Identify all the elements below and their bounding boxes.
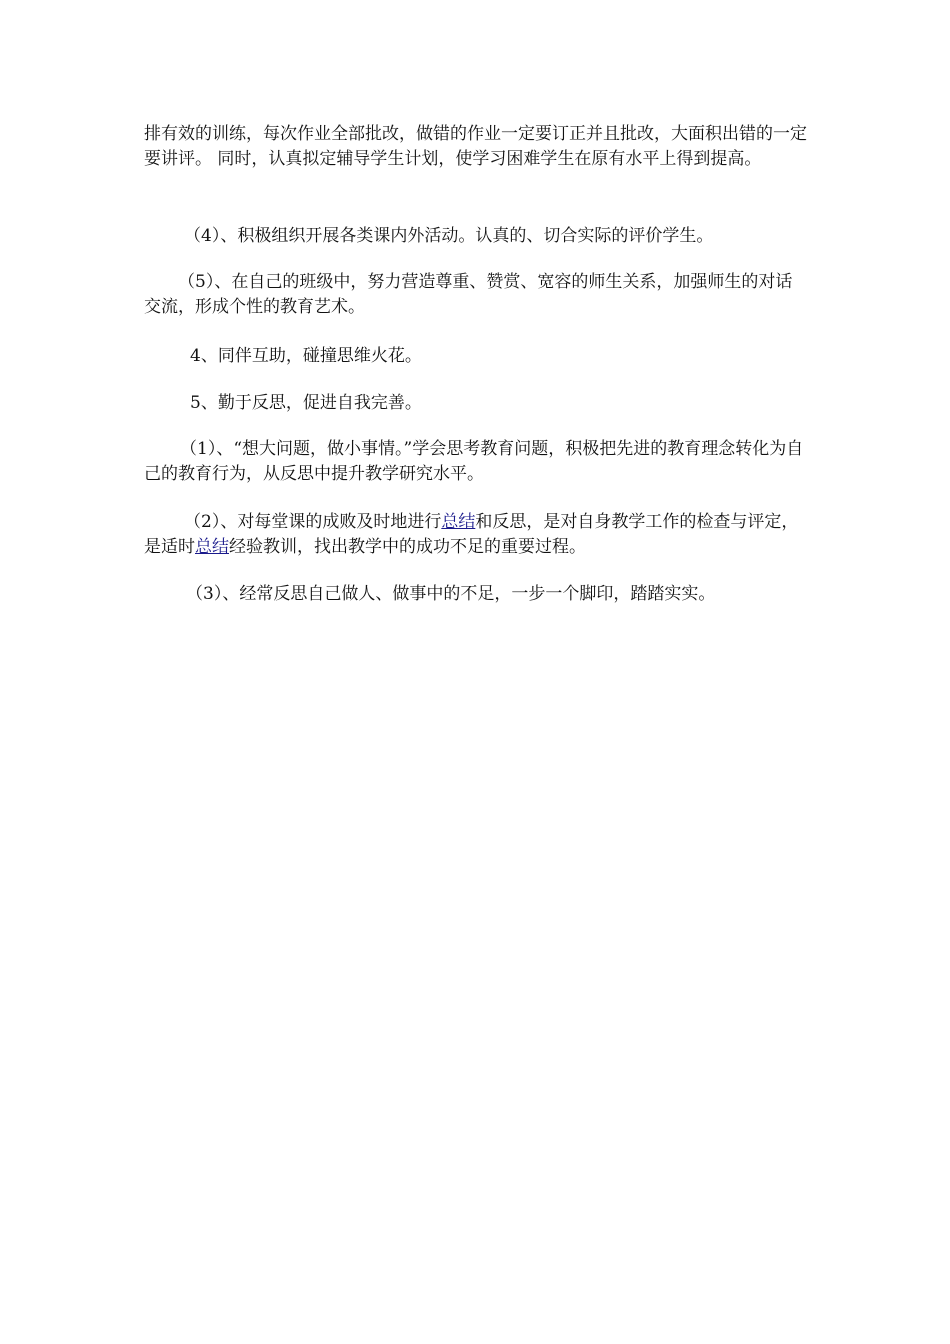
lesson-summary-text-3: 经验教训，找出教学中的成功不足的重要过程。 (229, 537, 586, 557)
heading-peer-support: 4、同伴互助，碰撞思维火花。 (190, 346, 422, 366)
lesson-summary-text-1: （2）、对每堂课的成败及时地进行 (184, 512, 442, 532)
heading-reflection: 5、勤于反思，促进自我完善。 (190, 393, 422, 413)
paragraph-activities: （4）、积极组织开展各类课内外活动。认真的、切合实际的评价学生。 (184, 226, 714, 246)
paragraph-training: 排有效的训练，每次作业全部批改，做错的作业一定要订正并且批改，大面积出错的一定要讲评。 同时，认真拟定辅导学生计划，使学习困难学生在原有水平上得到提高。 (144, 124, 807, 169)
lesson-summary-text-2: 和反思，是对自身教学工作的检查与评定，是适时 (144, 512, 799, 557)
paragraph-self-reflection: （3）、经常反思自己做人、做事中的不足，一步一个脚印，踏踏实实。 (186, 584, 716, 604)
paragraph-lesson-summary (144, 510, 808, 560)
summary-link-2[interactable]: 总结 (195, 537, 229, 557)
paragraph-think-big: （1）、“想大问题，做小事情。”学会思考教育问题，积极把先进的教育理念转化为自己的教育行为，从反思中提升教学研究水平。 (144, 439, 804, 484)
paragraph-teacher-student-relations: （5）、在自己的班级中，努力营造尊重、赞赏、宽容的师生关系，加强师生的对话交流，形成个性的教育艺术。 (144, 272, 793, 317)
summary-link-1[interactable]: 总结 (441, 512, 476, 532)
